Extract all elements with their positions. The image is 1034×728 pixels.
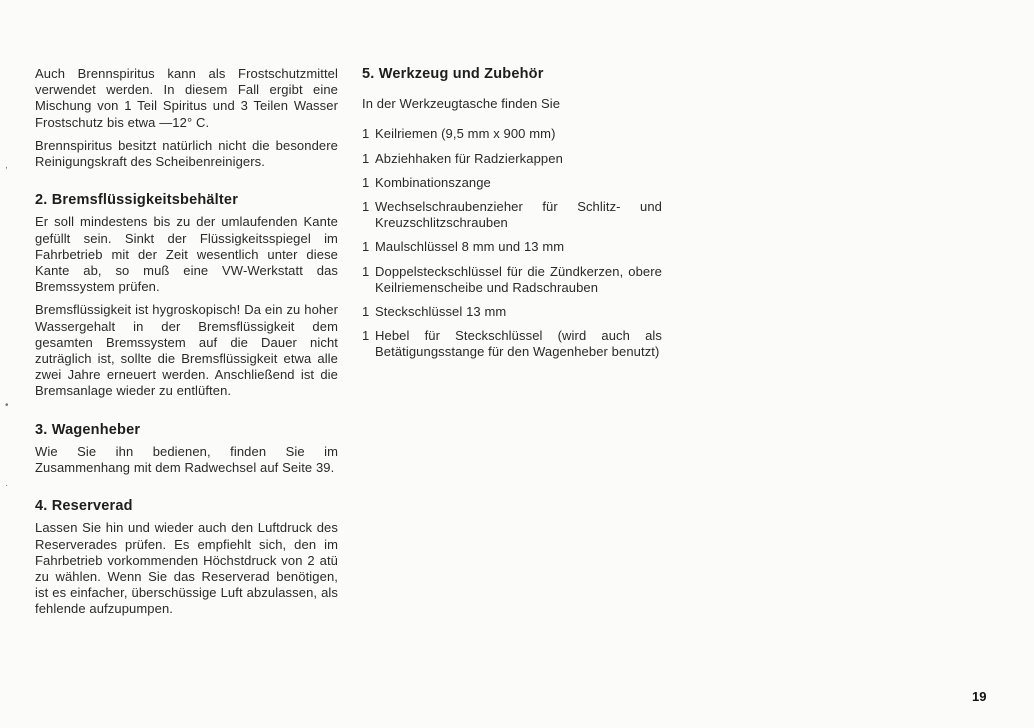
section-heading-tools: 5. Werkzeug und Zubehör xyxy=(362,66,544,82)
tools-list xyxy=(362,126,662,360)
item-text: Kombinationszange xyxy=(375,174,491,190)
list-item xyxy=(362,175,662,191)
item-qty: 1 xyxy=(362,239,370,255)
body-paragraph: Lassen Sie hin und wieder auch den Luftdruck des Reserverades prüfen. Es empfiehlt sich, den im Fahrbetrieb vorkommenden Höchstdruck von 2 atü zu wählen. Wenn Sie das Reserverad benötigen, ist es einfacher, überschüssige Luft abzulassen, als fehlende aufzupumpen. xyxy=(35,520,338,617)
page-number: 19 xyxy=(972,689,987,704)
list-item xyxy=(362,151,662,167)
item-qty: 1 xyxy=(362,263,370,279)
section-heading-jack: 3. Wagenheber xyxy=(35,421,141,438)
item-qty: 1 xyxy=(362,150,370,166)
item-text: Maulschlüssel 8 mm und 13 mm xyxy=(375,239,565,255)
section-heading-brake-fluid: 2. Bremsflüssigkeitsbehälter xyxy=(35,192,239,209)
list-item xyxy=(362,126,662,142)
list-item xyxy=(362,239,662,255)
margin-mark: • xyxy=(5,400,9,411)
item-qty: 1 xyxy=(362,126,370,142)
list-item xyxy=(362,199,662,231)
item-text: Steckschlüssel 13 mm xyxy=(375,304,507,320)
item-qty: 1 xyxy=(362,174,370,190)
body-paragraph: Bremsflüssigkeit ist hygroskopisch! Da ein zu hoher Wassergehalt in der Bremsflüssigkeit dem gesamten Bremssystem auf die Dauer nicht zuträglich ist, sollte die Bremsflüssigkeit etwa alle zwei Jahre erneuert werden. Anschließend ist die Bremsanlage wieder zu entlüften. xyxy=(35,302,338,399)
item-text: Keilriemen (9,5 mm x 900 mm) xyxy=(375,126,556,142)
body-paragraph: Er soll mindestens bis zu der umlaufenden Kante gefüllt sein. Sinkt der Flüssigkeitsspiegel im Fahrbetrieb mit der Zeit wesentlich unter diese Kante ab, so muß eine VW-Werkstatt das Bremssystem prüfen. xyxy=(35,214,338,295)
item-qty: 1 xyxy=(362,328,370,344)
left-column xyxy=(35,66,338,625)
item-qty: 1 xyxy=(362,304,370,320)
tools-intro: In der Werkzeugtasche finden Sie xyxy=(362,96,561,112)
item-text: Hebel für Steckschlüssel (wird auch als Betätigungsstange für den Wagenheber benutzt) xyxy=(375,328,662,360)
list-item xyxy=(362,264,662,296)
intro-paragraph: Auch Brennspiritus kann als Frostschutzmittel verwendet werden. In diesem Fall ergibt eine Mischung von 1 Teil Spiritus und 3 Teilen Wasser Frostschutz bis etwa —12° C. xyxy=(35,66,338,130)
list-item xyxy=(362,328,662,360)
section-heading-spare-wheel: 4. Reserverad xyxy=(35,498,133,515)
body-paragraph: Wie Sie ihn bedienen, finden Sie im Zusammenhang mit dem Radwechsel auf Seite 39. xyxy=(35,443,338,476)
item-text: Wechselschraubenzieher für Schlitz- und Kreuzschlitzschrauben xyxy=(375,199,662,231)
margin-mark: · xyxy=(5,480,9,491)
item-text: Doppelsteckschlüssel für die Zündkerzen, obere Keilriemenscheibe und Radschrauben xyxy=(375,263,662,295)
item-text: Abziehhaken für Radzierkappen xyxy=(375,150,563,166)
list-item xyxy=(362,304,662,320)
intro-paragraph: Brennspiritus besitzt natürlich nicht die besondere Reinigungskraft des Scheibenreinigers. xyxy=(35,137,338,170)
margin-mark: , xyxy=(5,160,8,171)
right-column xyxy=(362,66,662,369)
item-qty: 1 xyxy=(362,199,370,215)
